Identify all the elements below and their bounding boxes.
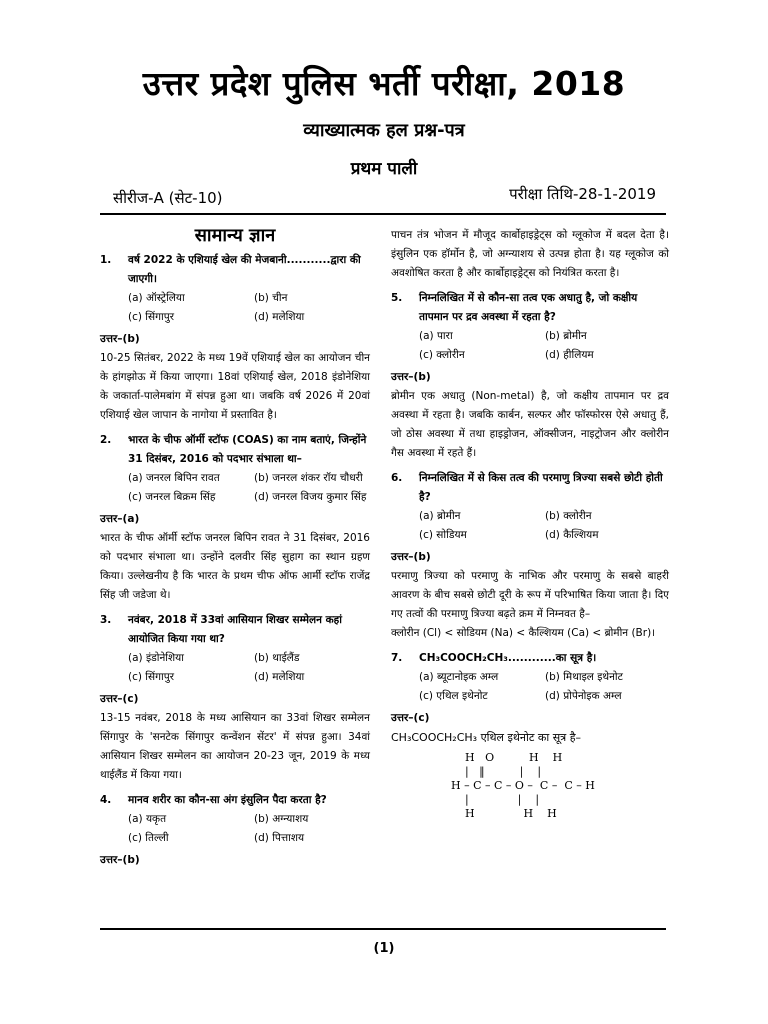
option-c: (c) क्लोरीन (419, 349, 465, 361)
option-a: (a) ब्रोमीन (419, 510, 461, 522)
page-number: (1) (373, 941, 395, 956)
question-number: 3. (100, 614, 112, 626)
option-d: (d) पित्ताशय (254, 832, 305, 844)
shift-label: प्रथम पाली (350, 159, 418, 179)
option-d: (d) कैल्शियम (545, 529, 599, 541)
question-text: निम्नलिखित में से किस तत्व की परमाणु त्रिज्या सबसे छोटी होती है? (419, 472, 663, 503)
answer-label: उत्तर–(c) (100, 693, 139, 705)
option-d: (d) मलेशिया (254, 671, 305, 683)
option-d: (d) मलेशिया (254, 311, 305, 323)
question-2 (100, 431, 370, 469)
exam-date: परीक्षा तिथि-28-1-2019 (509, 185, 656, 203)
option-c: (c) सिंगापुर (128, 311, 175, 323)
option-b: (b) अग्न्याशय (254, 813, 309, 825)
option-a: (a) जनरल बिपिन रावत (128, 472, 220, 484)
answer-label: उत्तर–(b) (100, 854, 140, 866)
radius-order: क्लोरीन (Cl) < सोडियम (Na) < कैल्शियम (Ca) < ब्रोमीन (Br)। (391, 627, 656, 639)
page-subtitle: व्याख्यात्मक हल प्रश्न-पत्र (303, 120, 465, 141)
option-a: (a) इंडोनेशिया (128, 652, 184, 664)
header-rule (100, 213, 666, 215)
explanation: परमाणु त्रिज्या को परमाणु के नाभिक और परमाणु के सबसे बाहरी आवरण के बीच सबसे छोटी दूरी के रूप में परिभाषित किया जाता है। दिए गए तत्वों की परमाणु त्रिज्या बढ़ते क्रम में निम्नवत है– (391, 570, 669, 620)
question-text: CH₃COOCH₂CH₃............का सूत्र है। (419, 652, 597, 664)
formula-line: CH₃COOCH₂CH₃ एथिल इथेनोट का सूत्र है– (391, 731, 582, 744)
question-text: भारत के चीफ ऑर्मी स्टॉफ (COAS) का नाम बताएं, जिन्होंने 31 दिसंबर, 2016 को पदभार संभाला था– (128, 434, 367, 465)
right-column (391, 226, 669, 821)
structural-formula: H O H H | ‖ | | H – C – C – O – C – C – H | | | H H H (451, 751, 595, 820)
option-b: (b) मिथाइल इथेनोट (545, 671, 623, 683)
question-text: निम्नलिखित में से कौन-सा तत्व एक अधातु है, जो कक्षीय तापमान पर द्रव अवस्था में रहता है? (419, 292, 638, 323)
explanation: ब्रोमीन एक अधातु (Non-metal) है, जो कक्षीय तापमान पर द्रव अवस्था में रहता है। जबकि कार्बन, सल्फर और फॉस्फोरस ऐसे अधातु हैं, जो ठोस अवस्था में तथा हाइड्रोजन, ऑक्सीजन, नाइट्रोजन और क्लोरीन गैस अवस्था में रहते हैं। (391, 390, 669, 459)
options (419, 327, 669, 365)
option-c: (c) सोडियम (419, 529, 467, 541)
option-c: (c) तिल्ली (128, 832, 169, 844)
option-a: (a) यकृत (128, 813, 167, 825)
option-a: (a) पारा (419, 330, 453, 342)
question-text: नवंबर, 2018 में 33वां आसियान शिखर सम्मेलन कहां आयोजित किया गया था? (128, 614, 342, 645)
option-b: (b) चीन (254, 292, 288, 304)
question-number: 6. (391, 472, 403, 484)
answer-label: उत्तर–(c) (391, 712, 430, 724)
option-b: (b) क्लोरीन (545, 510, 592, 522)
options (419, 668, 669, 706)
question-7 (391, 649, 669, 668)
option-b: (b) थाईलैंड (254, 652, 300, 664)
option-a: (a) ब्यूटानोइक अम्ल (419, 671, 499, 683)
option-d: (d) हीलियम (545, 349, 594, 361)
option-b: (b) जनरल शंकर रॉय चौधरी (254, 472, 363, 484)
question-number: 1. (100, 254, 112, 266)
question-number: 4. (100, 794, 112, 806)
option-c: (c) जनरल बिक्रम सिंह (128, 491, 216, 503)
series-label: सीरीज-A (सेट-10) (113, 189, 223, 207)
option-a: (a) ऑस्ट्रेलिया (128, 292, 185, 304)
question-1 (100, 251, 370, 289)
explanation: 13-15 नवंबर, 2018 के मध्य आसियान का 33वां शिखर सम्मेलन सिंगापुर के 'सनटेक सिंगापुर कन्वेंशन सेंटर' में संपन्न हुआ। 34वां आसियान शिखर सम्मेलन का आयोजन 20-23 जून, 2019 के मध्य थाईलैंड में किया गया। (100, 712, 370, 781)
section-title: सामान्य ज्ञान (194, 225, 276, 246)
explanation: 10-25 सितंबर, 2022 के मध्य 19वें एशियाई खेल का आयोजन चीन के हांगझोऊ में किया जाएगा। 18वां एशियाई खेल, 2018 इंडोनेशिया के जकार्ता-पालेमबांग में संपन्न हुआ था। जबकि वर्ष 2026 में 20वां एशियाई खेल जापान के नागोया में प्रस्तावित है। (100, 352, 370, 421)
left-column (100, 222, 370, 870)
options (128, 469, 370, 507)
option-c: (c) सिंगापुर (128, 671, 175, 683)
question-number: 2. (100, 434, 112, 446)
option-b: (b) ब्रोमीन (545, 330, 587, 342)
question-4 (100, 791, 370, 810)
answer-label: उत्तर–(b) (100, 333, 140, 345)
footer-rule (100, 928, 666, 930)
question-6 (391, 469, 669, 507)
answer-label: उत्तर–(b) (391, 371, 431, 383)
question-text: वर्ष 2022 के एशियाई खेल की मेजबानी...........द्वारा की जाएगी। (128, 254, 361, 285)
option-c: (c) एथिल इथेनोट (419, 690, 488, 702)
options (128, 810, 370, 848)
explanation-continued: पाचन तंत्र भोजन में मौजूद कार्बोहाइड्रेट्स को ग्लूकोज में बदल देता है। इंसुलिन एक हॉर्मोन है, जो अग्न्याशय से उत्पन्न होता है। यह ग्लूकोज को अवशोषित करता है और कार्बोहाइड्रेट्स को नियंत्रित करता है। (391, 229, 669, 279)
question-text: मानव शरीर का कौन-सा अंग इंसुलिन पैदा करता है? (128, 794, 327, 806)
question-number: 7. (391, 652, 403, 664)
options (419, 507, 669, 545)
option-d: (d) प्रोपेनोइक अम्ल (545, 690, 622, 702)
explanation: भारत के चीफ ऑर्मी स्टॉफ जनरल बिपिन रावत ने 31 दिसंबर, 2016 को पदभार संभाला था। उन्होंने दलवीर सिंह सुहाग का स्थान ग्रहण किया। उल्लेखनीय है कि भारत के प्रथम चीफ ऑफ आर्मी स्टॉफ राजेंद्र सिंह जी जडेजा थे। (100, 532, 370, 601)
answer-label: उत्तर–(a) (100, 513, 140, 525)
option-d: (d) जनरल विजय कुमार सिंह (254, 491, 367, 503)
question-5 (391, 289, 669, 327)
question-3 (100, 611, 370, 649)
options (128, 289, 370, 327)
question-number: 5. (391, 292, 403, 304)
answer-label: उत्तर–(b) (391, 551, 431, 563)
page-title: उत्तर प्रदेश पुलिस भर्ती परीक्षा, 2018 (142, 64, 626, 103)
options (128, 649, 370, 687)
